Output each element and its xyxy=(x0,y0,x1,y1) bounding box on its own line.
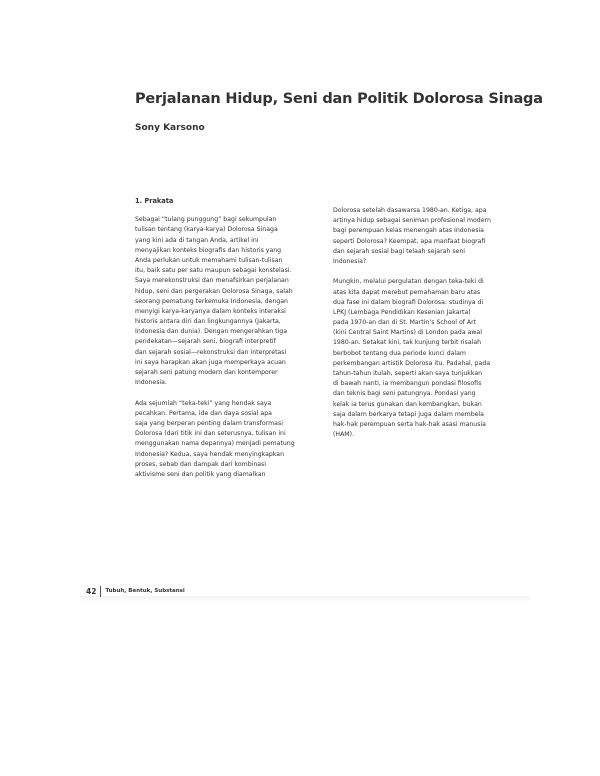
text-line: Indonesia. xyxy=(135,379,167,387)
text-line: hidup, seni dan pergerakan Dolorosa Sinaga, salah xyxy=(135,287,293,295)
text-line: menyajikan konteks biografis dan historis yang xyxy=(135,246,282,254)
text-line: saja yang berperan penting dalam transformasi xyxy=(135,419,283,427)
text-line: tahun-tahun itulah, seperti akan saya tunjukkan xyxy=(333,370,483,377)
text-line: artinya hidup sebagai seniman profesional modern xyxy=(333,217,491,225)
page-number: 42 xyxy=(86,586,97,596)
text-line: Dolorosa (dari titik ini dan seterusnya, tulisan ini xyxy=(135,430,286,438)
text-line: tulisan tentang (karya-karya) Dolorosa Sinaga xyxy=(135,226,278,234)
text-line: yang kini ada di tangan Anda, artikel ini xyxy=(135,236,259,244)
left-paragraph-2 xyxy=(135,399,315,481)
section-heading: 1. Prakata xyxy=(135,197,174,205)
text-line: perkembangan artistik Dolorosa itu. Padahal, pada xyxy=(333,359,491,367)
right-column xyxy=(333,206,513,440)
article-title: Perjalanan Hidup, Seni dan Politik Dolorosa Sinaga xyxy=(135,91,543,107)
text-line: dan teknis bagi seni patungnya. Pondasi yang xyxy=(333,390,476,398)
text-line: 1980-an. Setakat kini, tak kunjung terbit risalah xyxy=(333,339,482,347)
text-line: atas kita dapat merebut pemahaman baru atas xyxy=(333,288,481,296)
page-edge-shadow xyxy=(80,596,530,602)
right-paragraph-2 xyxy=(333,277,513,440)
text-line: hak-hak perempuan serta hak-hak asasi manusia xyxy=(333,420,486,428)
text-line: Anda perlukan untuk memahami tulisan-tulisan xyxy=(135,256,283,264)
article-author: Sony Karsono xyxy=(135,123,205,133)
text-line: pada 1970-an dan di St. Martin’s School of Art xyxy=(333,319,477,327)
footer-divider xyxy=(100,586,101,597)
text-line: aktivisme seni dan politik yang diamalkan xyxy=(135,470,266,478)
text-line: (kini Central Saint Martins) di London pada awal xyxy=(333,329,482,337)
text-line: menggunakan nama depannya) menjadi pematung xyxy=(135,440,295,448)
left-column xyxy=(135,196,315,480)
right-paragraph-1 xyxy=(333,206,513,267)
text-line: Indonesia dan dunia). Dengan mengerahkan tiga xyxy=(135,328,287,336)
text-line: sejarah seni patung modern dan kontemporer xyxy=(135,369,278,376)
text-line: (HAM). xyxy=(333,431,355,439)
text-line: ini saya harapkan akan juga memperkaya acuan xyxy=(135,358,286,366)
text-line: seorang pematung terkemuka Indonesia, dengan xyxy=(135,297,288,305)
book-title: Tubuh, Bentuk, Substansi xyxy=(105,588,185,594)
text-line: Saya merekonstruksi dan menafsirkan perjalanan xyxy=(135,277,289,285)
text-line: di bawah nanti, ia membangun pondasi filosofis xyxy=(333,380,482,388)
text-line: kelak ia terus gunakan dan kembangkan, bukan xyxy=(333,400,482,408)
paragraph-gap xyxy=(135,388,315,398)
text-line: Indonesia? Kedua, saya hendak menyingkapkan xyxy=(135,450,285,458)
text-line: Indonesia? xyxy=(333,257,367,265)
text-line: dan sejarah sosial bagi telaah sejarah seni xyxy=(333,247,465,255)
text-line: bagi perempuan kelas menengah atas Indonesia xyxy=(333,227,484,235)
text-line: proses, sebab dan dampak dari kombinasi xyxy=(135,460,267,468)
text-line: dua fase ini dalam biografi Dolorosa: studinya di xyxy=(333,298,484,306)
text-line: Ada sejumlah “teka-teki” yang hendak saya xyxy=(135,399,272,407)
text-line: Mungkin, melalui pergulatan dengan teka-teki di xyxy=(333,278,484,286)
text-line: LPKJ (Lembaga Pendidikan Kesenian Jakarta) xyxy=(333,308,471,316)
text-line: dan sejarah sosial—rekonstruksi dan interpretasi xyxy=(135,348,287,356)
text-line: itu, baik satu per satu maupun sebagai konstelasi. xyxy=(135,267,292,275)
text-line: berbobot tentang dua periode kunci dalam xyxy=(333,349,466,357)
text-line: menyigi karya-karyanya dalam konteks interaksi xyxy=(135,307,286,315)
text-line: pecahkan. Pertama, ide dan daya sosial apa xyxy=(135,409,272,417)
text-line: saja dalam berkarya tetapi juga dalam membela xyxy=(333,410,484,418)
paragraph-gap xyxy=(333,267,513,277)
text-line: historis antara diri dan lingkungannya (Jakarta, xyxy=(135,318,281,326)
text-line: Sebagai “tulang punggung” bagi sekumpulan xyxy=(135,216,277,224)
text-line: pendekatan—sejarah seni, biografi interpretif xyxy=(135,338,276,346)
text-line: seperti Dolorosa? Keempat, apa manfaat biografi xyxy=(333,237,486,245)
left-paragraph-1 xyxy=(135,215,315,388)
text-line: Dolorosa setelah dasawarsa 1980-an. Ketiga, apa xyxy=(333,207,487,214)
